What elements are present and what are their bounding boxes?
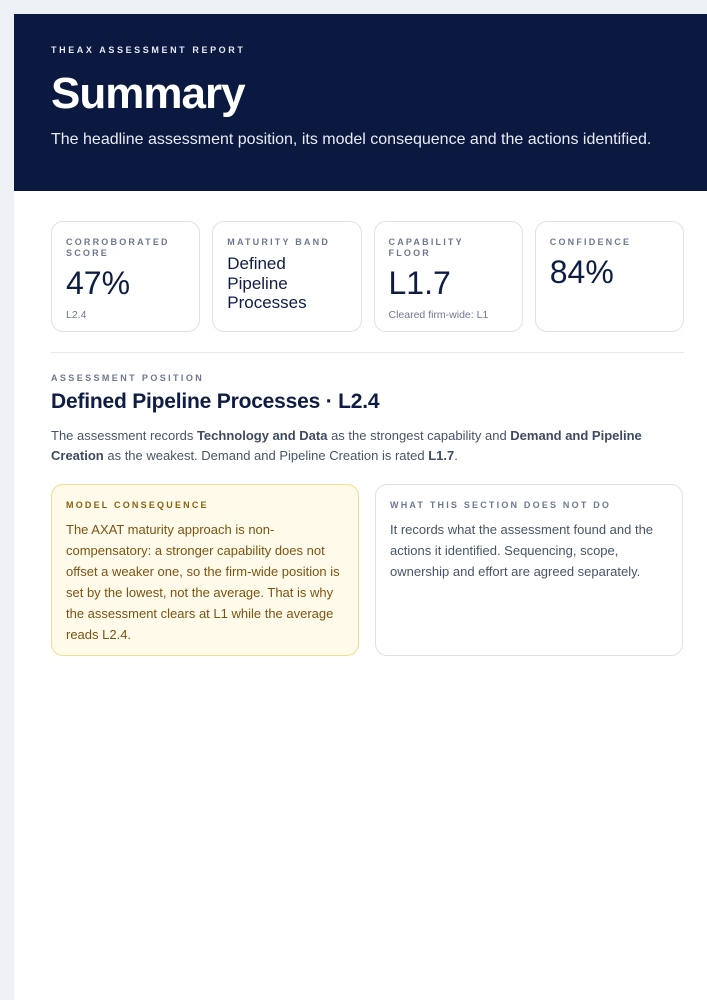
metric-card-confidence (535, 221, 684, 332)
summary-content (14, 191, 707, 656)
metric-subtext: L2.4 (66, 309, 87, 321)
section-label: ASSESSMENT POSITION (51, 373, 205, 383)
paragraph-text: as the strongest capability and (327, 428, 511, 443)
report-header (14, 14, 707, 191)
metric-value: 84% (549, 254, 614, 290)
report-eyebrow: THEAX ASSESSMENT REPORT (51, 45, 246, 55)
metric-value: Defined Pipeline Processes (227, 254, 307, 312)
section-title: Defined Pipeline Processes · L2.4 (51, 390, 380, 413)
weakest-rating: L1.7 (428, 448, 455, 463)
callout-label: MODEL CONSEQUENCE (66, 500, 209, 510)
metric-value: L1.7 (388, 265, 451, 301)
metric-subtext: Cleared firm-wide: L1 (388, 309, 489, 321)
scope-note-callout (375, 484, 683, 656)
metric-cards (51, 221, 684, 332)
paragraph-text: as the weakest. Demand and Pipeline Creation is rated (103, 448, 429, 463)
metric-label: CORROBORATED SCORE (66, 237, 170, 258)
assessment-paragraph (51, 426, 684, 466)
metric-value: 47% (66, 265, 131, 301)
model-consequence-callout (51, 484, 359, 656)
strongest-capability: Technology and Data (196, 428, 328, 443)
page-title: Summary (51, 69, 245, 118)
callout-text: It records what the assessment found and the actions it identified. Sequencing, scope, ownership and effort are agreed separately. (390, 522, 654, 579)
report-page (14, 14, 707, 1000)
paragraph-text: The assessment records (51, 428, 197, 443)
metric-card-capability-floor (374, 221, 523, 332)
page-subtitle: The headline assessment position, its model consequence and the actions identified. (51, 131, 652, 148)
metric-label: CONFIDENCE (549, 237, 632, 247)
weakest-capability: Demand and Pipeline Creation (51, 428, 642, 463)
callout-label: WHAT THIS SECTION DOES NOT DO (390, 500, 612, 510)
metric-label: CAPABILITY FLOOR (388, 237, 464, 258)
metric-card-maturity-band (212, 221, 361, 332)
callout-text: The AXAT maturity approach is non-compensatory: a stronger capability does not offset a weaker one, so the firm-wide position is set by the lowest, not the average. That is why the assessment clears at L1 while the average reads L2.4. (66, 522, 340, 642)
callout-boxes (51, 484, 684, 656)
paragraph-text: . (454, 448, 458, 463)
metric-card-corroborated-score (51, 221, 200, 332)
section-divider (51, 352, 684, 353)
metric-label: MATURITY BAND (227, 237, 331, 247)
